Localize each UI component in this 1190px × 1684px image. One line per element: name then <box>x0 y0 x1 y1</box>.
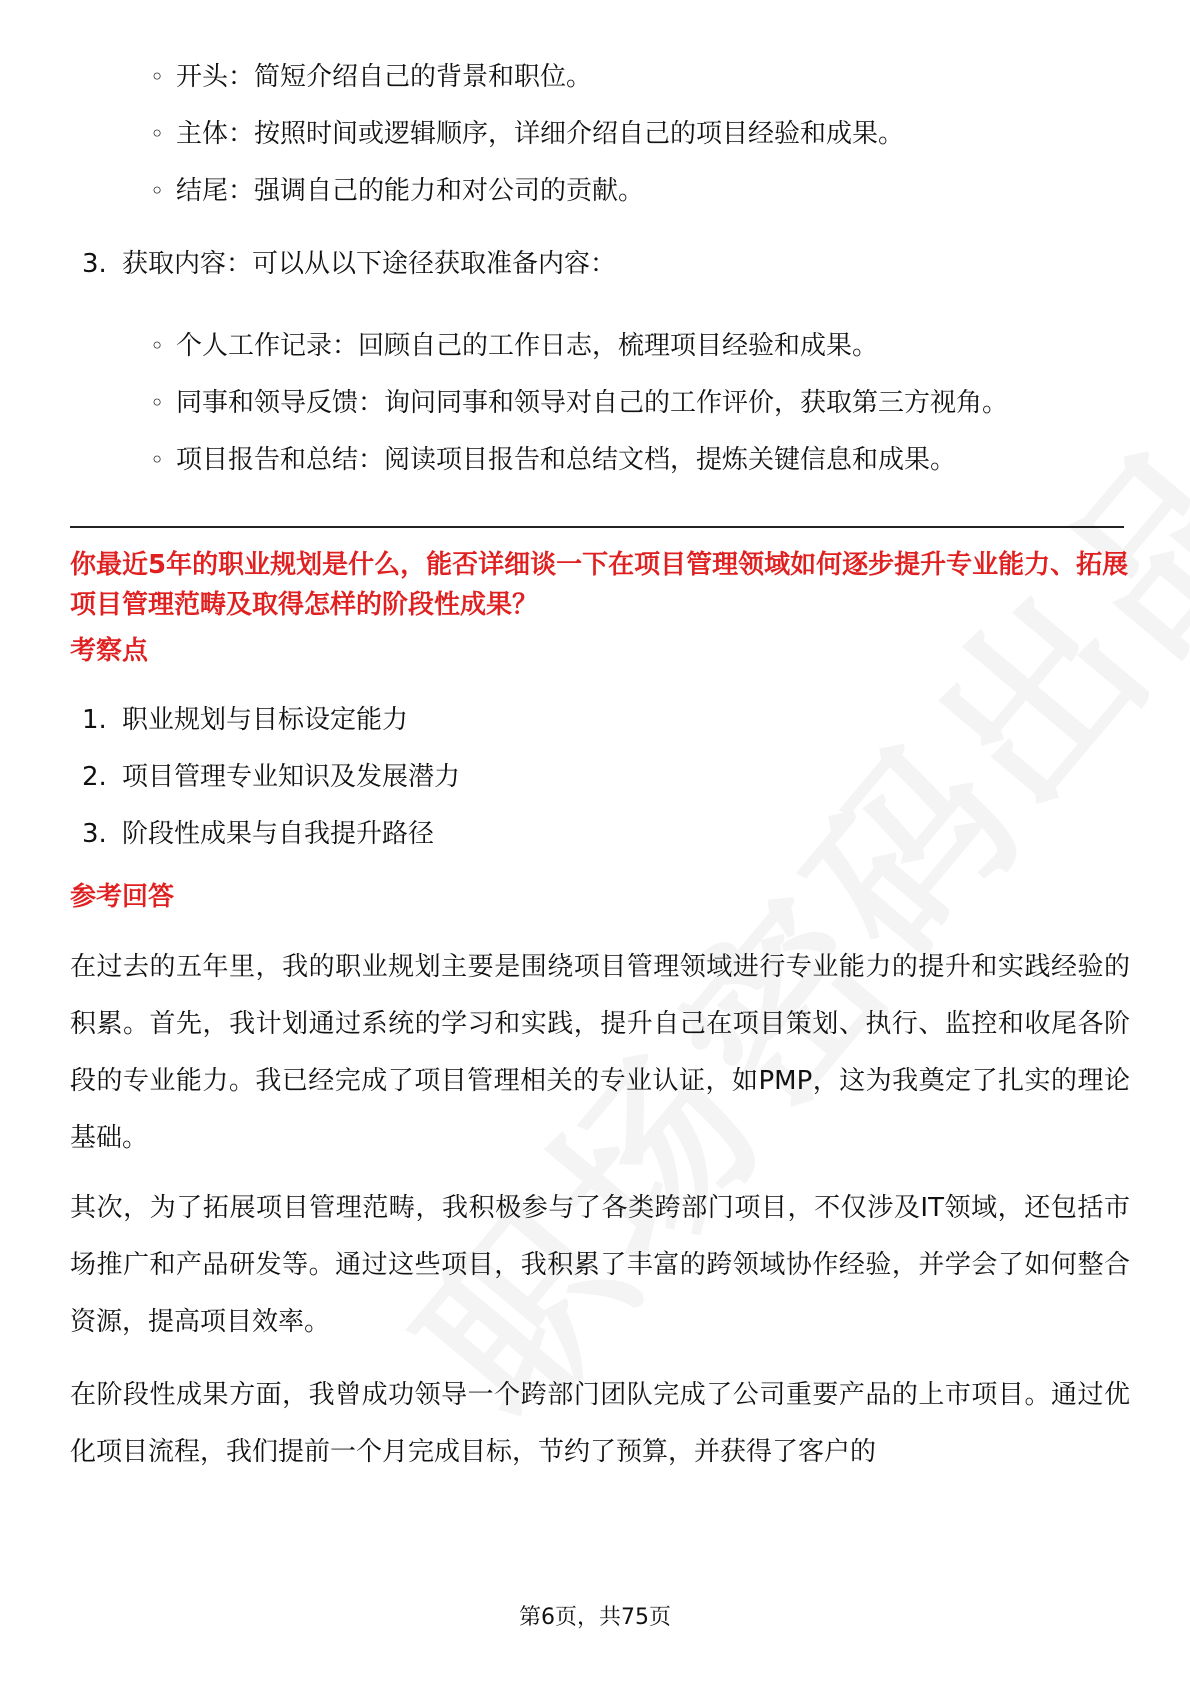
list-item: ◦ 开头：简短介绍自己的背景和职位。 <box>150 49 904 106</box>
page-footer: 第6页，共75页 <box>519 1605 671 1630</box>
item-number: 3. <box>82 249 107 279</box>
list-item <box>82 806 460 863</box>
list-item: ◦ 同事和领导反馈：询问同事和领导对自己的工作评价，获取第三方视角。 <box>150 375 1008 432</box>
item-text: 阶段性成果与自我提升路径 <box>122 819 435 849</box>
item-text: 获取内容：可以从以下途径获取准备内容： <box>122 249 617 279</box>
item-text: 项目管理专业知识及发展潜力 <box>122 762 461 792</box>
question-title: 你最近5年的职业规划是什么，能否详细谈一下在项目管理领域如何逐步提升专业能力、拓展项目管理范畴及取得怎样的阶段性成果？ <box>70 550 1129 620</box>
item-number: 1. <box>82 705 107 735</box>
numbered-item-3 <box>82 244 616 284</box>
list-item: ◦ 主体：按照时间或逻辑顺序，详细介绍自己的项目经验和成果。 <box>150 106 904 163</box>
list-item: ◦ 项目报告和总结：阅读项目报告和总结文档，提炼关键信息和成果。 <box>150 432 1008 489</box>
answer-paragraph: 在过去的五年里，我的职业规划主要是围绕项目管理领域进行专业能力的提升和实践经验的积累。首先，我计划通过系统的学习和实践，提升自己在项目策划、执行、监控和收尾各阶段的专业能力。我已经完成了项目管理相关的专业认证，如PMP，这为我奠定了扎实的理论基础。 <box>70 952 1130 1153</box>
list-item: ◦ 结尾：强调自己的能力和对公司的贡献。 <box>150 163 904 220</box>
list-item: ◦ 个人工作记录：回顾自己的工作日志，梳理项目经验和成果。 <box>150 318 1008 375</box>
item-number: 2. <box>82 762 107 792</box>
list-item <box>82 749 460 806</box>
section-divider <box>70 526 1124 528</box>
structure-sublist <box>150 49 904 220</box>
item-number: 3. <box>82 819 107 849</box>
exam-points-list <box>82 692 460 863</box>
sources-sublist <box>150 318 1008 489</box>
answer-heading: 参考回答 <box>70 882 175 912</box>
answer-paragraph: 其次，为了拓展项目管理范畴，我积极参与了各类跨部门项目，不仅涉及IT领域，还包括市场推广和产品研发等。通过这些项目，我积累了丰富的跨领域协作经验，并学会了如何整合资源，提高项目效率。 <box>70 1193 1130 1337</box>
item-text: 职业规划与目标设定能力 <box>122 705 409 735</box>
list-item <box>82 692 460 749</box>
answer-paragraph: 在阶段性成果方面，我曾成功领导一个跨部门团队完成了公司重要产品的上市项目。通过优化项目流程，我们提前一个月完成目标，节约了预算，并获得了客户的 <box>70 1380 1130 1467</box>
exam-points-heading: 考察点 <box>70 636 149 666</box>
